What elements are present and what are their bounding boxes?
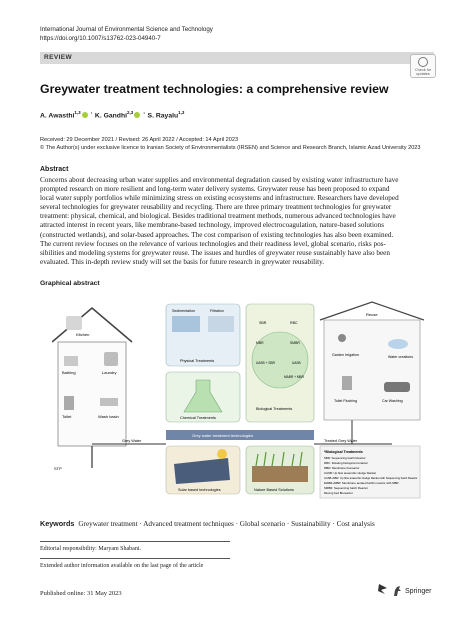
publisher-mark-icon (377, 582, 389, 596)
check-for-updates-badge[interactable] (410, 54, 436, 78)
author[interactable]: K. Gandhi$^{2,3}$ (95, 110, 141, 119)
article-title: Greywater treatment technologies: a comprehensive review (40, 82, 389, 96)
svg-text:STP: STP (54, 466, 62, 471)
editorial-footnote: Editorial responsibility: Maryam Shabani. (40, 546, 141, 552)
publisher-logo[interactable] (392, 585, 431, 597)
author-info-footnote: Extended author information available on the last page of the article (40, 563, 204, 569)
svg-text:Laundry: Laundry (102, 370, 117, 375)
section-bar (40, 52, 434, 64)
orcid-icon[interactable] (82, 112, 88, 118)
svg-text:Biological Treatments: Biological Treatments (256, 407, 293, 411)
svg-text:UASB: UASB (292, 361, 301, 365)
received-dates: Received: 29 December 2021 / Revised: 26 April 2022 / Accepted: 14 April 2023 (40, 137, 239, 143)
fountain-icon (388, 339, 408, 349)
journal-doi[interactable]: https://doi.org/10.1007/s13762-023-04940-7 (40, 34, 161, 42)
svg-text:Kitchen: Kitchen (76, 332, 90, 337)
svg-text:UASB: Up flow anaerobic sludge: UASB: Up flow anaerobic sludge blanket (324, 471, 377, 475)
badge-text: Check for updates (414, 68, 432, 77)
svg-text:SMBR: SMBR (290, 341, 300, 345)
svg-text:Wash basin: Wash basin (98, 414, 119, 419)
physical-treatments (166, 304, 240, 366)
abstract-body: Concerns about decreasing urban water supplies and environmental degradation caused by existing water infrastructure have prompted research on more resilient and long-term water delivery systems. Greywater reuse has been proposed to expand local water supply portfolios while minimizing stress on existing ecosystems and infrastructure. Researchers have developed several technologies for greywater reusability and recycling. There are three primary treatment technologies for greywater treatment: physical, chemical, and biological. Besides traditional treatment methods, numerous advanced technologies have attracted interest in recent years, like membrane-based technology, improved electrocoagulation, nature-based solutions (constructed wetlands), and solar-based approaches. The cost comparison of existing technologies has also been examined. The current review focuses on the relevance of various technologies and their readiness level, global scenario, risks pos- sibilities and modeling systems for greywater reuse. The issues and hurdles of greywater reuse sustainably have also been evaluated. This in-depth review study will set the basis for future research in greywater reusability. (40, 176, 399, 266)
orcid-icon[interactable] (134, 112, 140, 118)
author-separator: · (143, 110, 146, 117)
svg-text:Physical Treatments: Physical Treatments (180, 359, 215, 363)
svg-text:Garden Irrigation: Garden Irrigation (332, 353, 359, 357)
section-label: REVIEW (44, 54, 73, 61)
bathing-icon (64, 356, 78, 366)
svg-text:Reuse: Reuse (366, 312, 378, 317)
article-dates (40, 136, 421, 152)
svg-text:Nature Based Solutions: Nature Based Solutions (254, 488, 294, 492)
svg-text:SBR: Sequencing batch Reactor: SBR: Sequencing batch Reactor (324, 456, 366, 460)
reuse-block (320, 302, 424, 420)
license-line: © The Author(s) under exclusive licence to Iranian Society of Environmentalists (IRSEN) and Science and Research Branch, Islamic Azad University 2023 (40, 145, 421, 151)
abstract-heading: Abstract (40, 166, 69, 173)
svg-text:UASB+SBR: Up flow anaerobic sl: UASB+SBR: Up flow anaerobic sludge blanket with Sequencing batch Reactor (324, 477, 418, 480)
svg-text:Toilet: Toilet (62, 414, 72, 419)
author[interactable]: S. Rayalu$^{1,3}$ (147, 110, 185, 120)
svg-text:Grey Water: Grey Water (122, 439, 142, 443)
svg-text:Car Washing: Car Washing (382, 399, 403, 403)
crossmark-icon (418, 57, 428, 67)
svg-text:Bathing: Bathing (62, 370, 76, 375)
keywords (40, 519, 375, 528)
svg-text:Sedimentation: Sedimentation (172, 309, 195, 313)
svg-text:SBR: SBR (259, 321, 267, 325)
springer-horse-icon (392, 585, 402, 597)
solar-based (166, 446, 240, 494)
svg-text:Moving bed Bioreactor: Moving bed Bioreactor (324, 491, 353, 495)
svg-text:Toilet Flushing: Toilet Flushing (334, 399, 357, 403)
svg-text:SMBR: Sequencing batch Reactor: SMBR: Sequencing batch Reactor (324, 486, 369, 490)
graphical-abstract-figure (52, 294, 424, 500)
svg-text:RBC: Rotating biological conta: RBC: Rotating biological contactor (324, 461, 369, 465)
nature-based (246, 446, 314, 494)
svg-text:MBR: Membrane bioreactor: MBR: Membrane bioreactor (324, 466, 360, 470)
graphical-abstract-heading: Graphical abstract (40, 280, 100, 287)
author[interactable]: A. Awasthi$^{1,3}$ (40, 110, 89, 119)
svg-text:UASB + SBR: UASB + SBR (256, 361, 275, 365)
svg-text:Treated Grey Water: Treated Grey Water (324, 439, 358, 443)
toilet-icon (64, 396, 74, 410)
svg-text:Filtration: Filtration (210, 309, 224, 313)
svg-text:Water creations: Water creations (388, 355, 414, 359)
toilet-icon (342, 376, 352, 390)
journal-header (40, 26, 213, 43)
svg-text:MBR: MBR (256, 341, 264, 345)
footnote-rule (40, 558, 230, 559)
svg-text:*Biological Treatments: *Biological Treatments (324, 450, 363, 454)
car-icon (384, 382, 410, 392)
laundry-icon (104, 352, 118, 366)
publisher-name: Springer (405, 587, 432, 595)
svg-text:MABR + MBR: MABR + MBR (284, 375, 304, 379)
svg-text:MABR+MBR: Membrane aerated bio: MABR+MBR: Membrane aerated biofilm reactor with MBR (324, 481, 399, 485)
keywords-text: Greywater treatment · Advanced treatment techniques · Global scenario · Sustainability · Cost analysis (78, 520, 375, 528)
wash-basin-icon (100, 398, 118, 406)
gardener-icon (338, 334, 346, 342)
svg-text:Grey water treatment technolog: Grey water treatment technologies (192, 433, 254, 438)
published-date: Published online: 31 May 2023 (40, 590, 122, 597)
biological-treatments (246, 304, 314, 422)
svg-text:Chemical Treatments: Chemical Treatments (180, 416, 216, 420)
author-separator: · (90, 110, 93, 117)
household-sources (52, 308, 132, 471)
biological-legend (320, 446, 420, 498)
keywords-label: Keywords (40, 519, 75, 528)
journal-name: International Journal of Environmental Science and Technology (40, 26, 213, 33)
footnote-rule (40, 541, 230, 542)
svg-text:Solar based technologies: Solar based technologies (178, 488, 221, 492)
author-list (40, 110, 184, 119)
svg-text:RBC: RBC (290, 321, 298, 325)
chemical-treatments (166, 372, 240, 422)
kitchen-icon (66, 316, 82, 330)
